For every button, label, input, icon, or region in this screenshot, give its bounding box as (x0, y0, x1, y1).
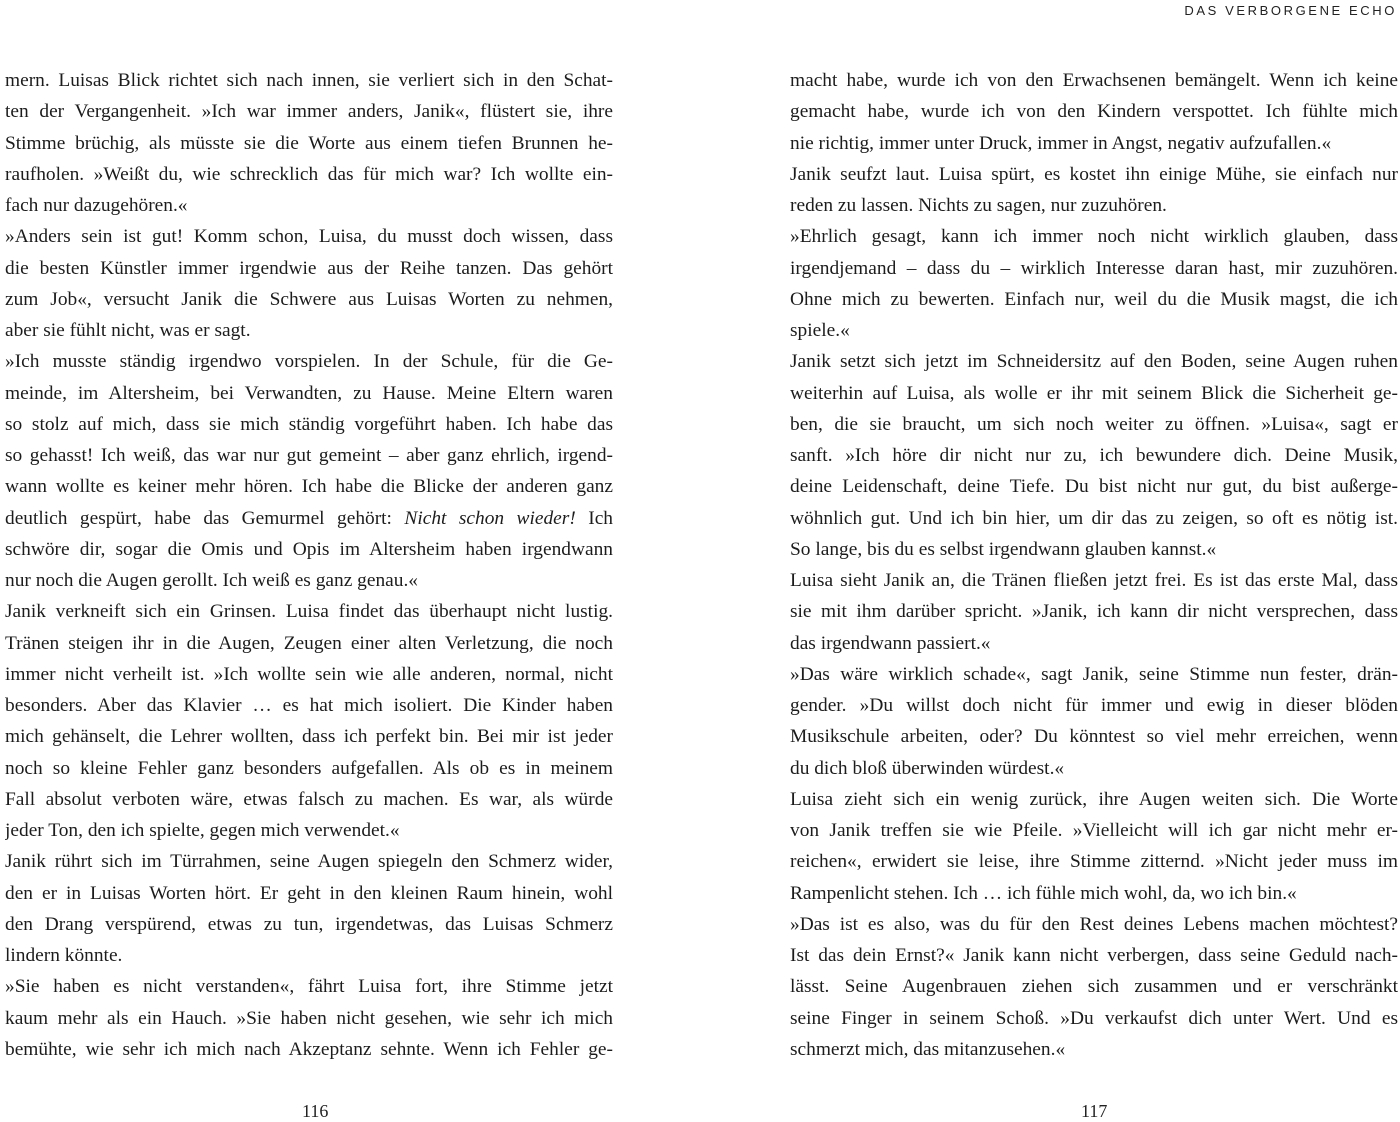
text-line: mich gehänselt, die Lehrer wollten, dass ich perfekt bin. Bei mir ist jeder (5, 726, 613, 748)
text-line: ben, die sie braucht, um sich noch weiter zu öffnen. »Luisa«, sagt er (790, 413, 1398, 435)
text-line: sie mit ihm darüber spricht. »Janik, ich kann dir nicht versprechen, dass (790, 601, 1398, 623)
text-line: meinde, im Altersheim, bei Verwandten, zu Hause. Meine Eltern waren (5, 382, 613, 404)
text-line: »Ehrlich gesagt, kann ich immer noch nicht wirklich glauben, dass (790, 226, 1398, 248)
text-line: Janik rührt sich im Türrahmen, seine Augen spiegeln den Schmerz wider, (5, 851, 613, 873)
text-line: das irgendwann passiert.« (790, 632, 991, 654)
text-line: von Janik treffen sie wie Pfeile. »Vielleicht will ich gar nicht mehr er- (790, 820, 1398, 841)
text-line: gender. »Du willst doch nicht für immer und ewig in dieser blöden (790, 695, 1398, 716)
text-line: Fall absolut verboten wäre, etwas falsch zu machen. Es war, als würde (5, 788, 613, 810)
text-line: du dich bloß überwinden würdest.« (790, 757, 1065, 779)
text-line: Ist das dein Ernst?« Janik kann nicht verbergen, dass seine Geduld nach- (790, 945, 1398, 966)
text-line: »Das wäre wirklich schade«, sagt Janik, seine Stimme nun fester, drän- (790, 663, 1398, 685)
text-line: »Sie haben es nicht verstanden«, fährt Luisa fort, ihre Stimme jetzt (5, 976, 613, 998)
text-line: Stimme brüchig, als müsste sie die Worte aus einem tiefen Brunnen he- (5, 132, 613, 154)
emphasis: Nicht schon wieder! (404, 507, 576, 529)
text-line: schwöre dir, sogar die Omis und Opis im Altersheim haben irgendwann (5, 538, 613, 560)
text-line: fach nur dazugehören.« (5, 195, 188, 216)
text-line: raufholen. »Weißt du, wie schrecklich das für mich war? Ich wollte ein- (5, 163, 613, 185)
text-line: So lange, bis du es selbst irgendwann glauben kannst.« (790, 538, 1217, 560)
text-line: irgendjemand – dass du – wirklich Interesse daran hast, mir zuzuhören. (790, 257, 1398, 279)
text-line: Janik setzt sich jetzt im Schneidersitz auf den Boden, seine Augen ruhen (790, 351, 1398, 373)
text-line: Ohne mich zu bewerten. Einfach nur, weil du die Musik magst, die ich (790, 288, 1398, 310)
text-line: den Drang verspürend, etwas zu tun, irgendetwas, das Luisas Schmerz (5, 913, 613, 935)
text-line: ten der Vergangenheit. »Ich war immer anders, Janik«, flüstert sie, ihre (5, 101, 613, 123)
text-line: aber sie fühlt nicht, was er sagt. (5, 320, 251, 341)
text-line: immer nicht verheilt ist. »Ich wollte sein wie alle anderen, normal, nicht (5, 663, 613, 685)
text-line: Luisa sieht Janik an, die Tränen fließen jetzt frei. Es ist das erste Mal, dass (790, 570, 1398, 591)
text-line: zum Job«, versucht Janik die Schwere aus Luisas Worten zu nehmen, (5, 288, 613, 310)
right-page-text (790, 65, 1398, 1065)
text-line: sanft. »Ich höre dir nicht nur zu, ich bewundere dich. Deine Musik, (790, 445, 1398, 466)
text-line: den er in Luisas Worten hört. Er geht in den kleinen Raum hinein, wohl (5, 882, 613, 904)
page-number-right: 117 (1081, 1101, 1108, 1121)
text-line: spiele.« (790, 320, 850, 341)
page-number-left: 116 (302, 1101, 329, 1121)
text-line: macht habe, wurde ich von den Erwachsenen bemängelt. Wenn ich keine (790, 70, 1398, 91)
text-line: kaum mehr als ein Hauch. »Sie haben nicht gesehen, wie sehr ich mich (5, 1007, 613, 1029)
text-line: Tränen steigen ihr in die Augen, Zeugen einer alten Verletzung, die noch (5, 632, 613, 654)
text-line: gemacht habe, wurde ich von den Kindern verspottet. Ich fühlte mich (790, 101, 1398, 123)
text-line: lindern könnte. (5, 945, 123, 966)
text-line: bemühte, wie sehr ich mich nach Akzeptanz sehnte. Wenn ich Fehler ge- (5, 1038, 613, 1060)
text-line: »Das ist es also, was du für den Rest deines Lebens machen möchtest? (790, 913, 1398, 935)
text-line: nur noch die Augen gerollt. Ich weiß es ganz genau.« (5, 570, 418, 591)
text-line: Janik seufzt laut. Luisa spürt, es kostet ihn einige Mühe, sie einfach nur (790, 163, 1398, 185)
text-line: Janik verkneift sich ein Grinsen. Luisa findet das überhaupt nicht lustig. (5, 601, 613, 623)
running-head: DAS VERBORGENE ECHO (1184, 3, 1397, 18)
text-line: die besten Künstler immer irgendwie aus der Reihe tanzen. Das gehört (5, 257, 613, 279)
text-line: »Anders sein ist gut! Komm schon, Luisa, du musst doch wissen, dass (5, 226, 613, 248)
text-line: Rampenlicht stehen. Ich … ich fühle mich wohl, da, wo ich bin.« (790, 882, 1297, 904)
left-page-text (5, 65, 613, 1065)
text-line: Luisa zieht sich ein wenig zurück, ihre Augen weiten sich. Die Worte (790, 788, 1398, 810)
text-line: besonders. Aber das Klavier … es hat mich isoliert. Die Kinder haben (5, 695, 613, 716)
text-line: so stolz auf mich, dass sie mich ständig vorgeführt haben. Ich habe das (5, 413, 613, 435)
text-line: Musikschule arbeiten, oder? Du könntest so viel mehr erreichen, wenn (790, 726, 1398, 748)
text-line: seine Finger in seinem Schoß. »Du verkaufst dich unter Wert. Und es (790, 1007, 1398, 1029)
text-line: mern. Luisas Blick richtet sich nach innen, sie verliert sich in den Schat- (5, 70, 613, 91)
text-line: deine Leidenschaft, deine Tiefe. Du bist nicht nur gut, du bist außerge- (790, 476, 1398, 498)
text-line: reichen«, erwidert sie leise, ihre Stimme zitternd. »Nicht jeder muss im (790, 851, 1398, 873)
text-line: so gehasst! Ich weiß, das war nur gut gemeint – aber ganz ehrlich, irgend- (5, 445, 613, 466)
text-line: lässt. Seine Augenbrauen ziehen sich zusammen und er verschränkt (790, 976, 1398, 998)
text-line: reden zu lassen. Nichts zu sagen, nur zuzuhören. (790, 195, 1167, 216)
text-line: noch so kleine Fehler ganz besonders aufgefallen. Als ob es in meinem (5, 757, 613, 779)
text-line: nie richtig, immer unter Druck, immer in Angst, negativ aufzufallen.« (790, 132, 1332, 154)
text-line: deutlich gespürt, habe das Gemurmel gehört: Nicht schon wieder! Ich (5, 507, 613, 529)
text-line: schmerzt mich, das mitanzusehen.« (790, 1038, 1066, 1060)
text-line: jeder Ton, den ich spielte, gegen mich verwendet.« (5, 820, 400, 841)
text-line: wöhnlich gut. Und ich bin hier, um dir das zu zeigen, so oft es nötig ist. (790, 507, 1398, 529)
text-line: »Ich musste ständig irgendwo vorspielen. In der Schule, für die Ge- (5, 351, 613, 373)
text-line: wann wollte es keiner mehr hören. Ich habe die Blicke der anderen ganz (5, 476, 613, 498)
text-line: weiterhin auf Luisa, als wolle er ihr mit seinem Blick die Sicherheit ge- (790, 382, 1398, 404)
